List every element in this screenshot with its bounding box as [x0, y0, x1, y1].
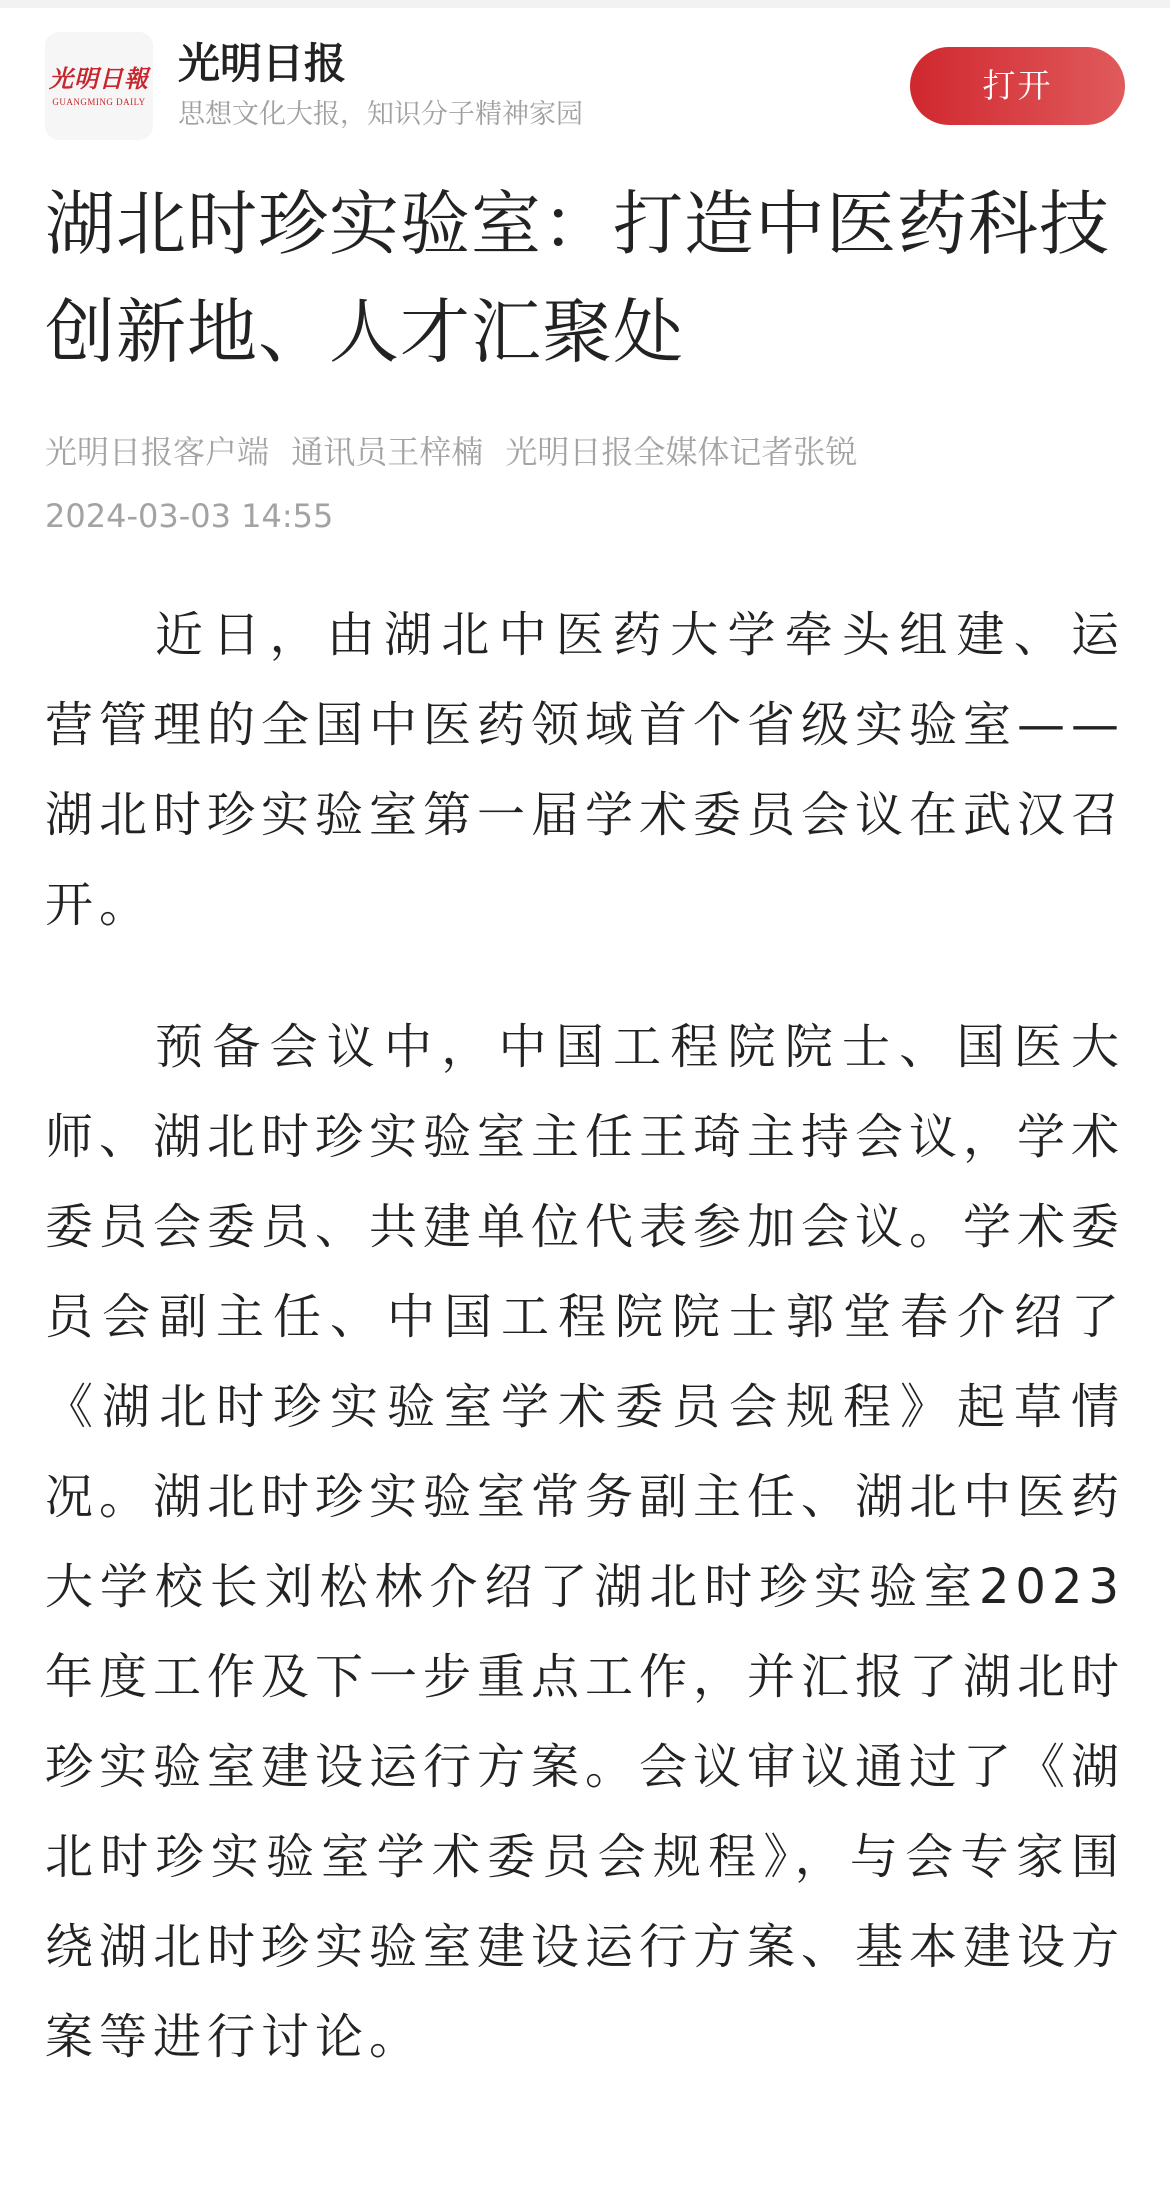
- article-source: 光明日报客户端: [45, 433, 270, 471]
- article-paragraph: 预备会议中，中国工程院院士、国医大师、湖北时珍实验室主任王琦主持会议，学术委员会委员、共建单位代表参加会议。学术委员会副主任、中国工程院院士郭堂春介绍了《湖北时珍实验室学术委员会规程》起草情况。湖北时珍实验室常务副主任、湖北中医药大学校长刘松林介绍了湖北时珍实验室2023年度工作及下一步重点工作，并汇报了湖北时珍实验室建设运行方案。会议审议通过了《湖北时珍实验室学术委员会规程》，与会专家围绕湖北时珍实验室建设运行方案、基本建设方案等进行讨论。: [45, 1019, 1126, 2065]
- article-title: 湖北时珍实验室：打造中医药科技创新地、人才汇聚处: [45, 183, 1110, 373]
- article-correspondent: 通讯员王梓楠: [291, 433, 484, 471]
- article-paragraph: 近日，由湖北中医药大学牵头组建、运营管理的全国中医药领域首个省级实验室——湖北时珍实验室第一届学术委员会议在武汉召开。: [45, 607, 1126, 933]
- article-reporter: 光明日报全媒体记者张锐: [505, 433, 858, 471]
- publish-time: 2024-03-03 14:55: [45, 497, 334, 535]
- app-slogan: 思想文化大报，知识分子精神家园: [178, 99, 583, 130]
- article: [45, 160, 1125, 2134]
- app-promo-bar: [0, 8, 1170, 158]
- status-bar-divider: [0, 0, 1170, 8]
- app-name: 光明日报: [178, 39, 347, 88]
- article-body: [45, 590, 1125, 2082]
- logo-english-text: GUANGMING DAILY: [52, 97, 146, 107]
- guangming-daily-logo[interactable]: [45, 32, 153, 140]
- logo-script-text: 光明日報: [49, 64, 149, 93]
- article-byline: [45, 430, 1125, 474]
- open-app-button[interactable]: 打开: [910, 47, 1125, 125]
